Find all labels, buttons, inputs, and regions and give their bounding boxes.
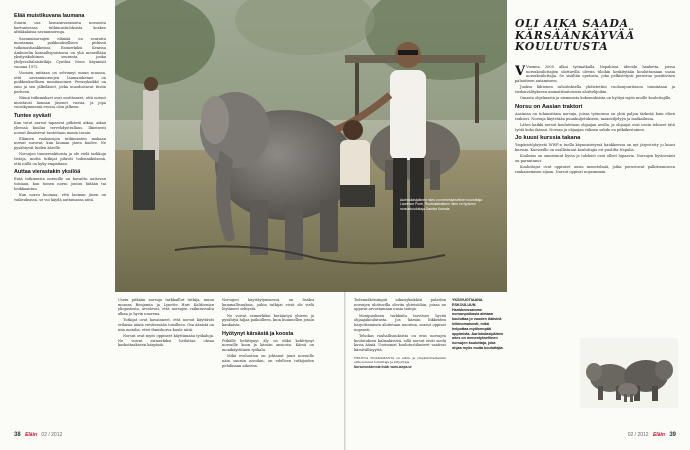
left-footer <box>14 432 62 438</box>
body-paragraph: Kun norsu huomaa, että lauman jäsen on vaikeuksissa, se voi käydä auttamassa niitä. <box>14 193 106 202</box>
sidebar-body: Hankkeessamme norsunpoikasia aletaan kouluttaa jo vuoden ikäisinä leikinomaisesti, mikä helpottaa myöhempää oppimista. Aurinkolasipäinen mies on menestyksellinen norsujen kouluttaja, joka ohjaa myös muita kouluttajia. <box>452 307 504 350</box>
magazine-logo: Eläin <box>25 432 38 438</box>
body-paragraph: Vuosien mittaan on selvinnyt muun muassa, että savanninorsujen laumarakenne on poikkeuksellisen monitasoinen. Perusyksikkö on emo ja sen jälkeläiset, jotka muodostavat tiiviin perheen. <box>14 71 106 94</box>
body-paragraph: Mikä evoluution on johtanut juuri norsuille näin suuriin aivoihin, on edelleen tutkijoiden pohdinnan aiheena. <box>222 354 314 368</box>
body-paragraph: Savanninorsujen elämää on seurattu muutamaa poikkeuksellisen pitkissä tutkimushankkeissa. Esimerkiksi Kenissa Amboselin kansallispuistossa on yhä meneillään yksityiskohtinen seuranta, jonka yhdysvaltalaistutkija Cynthia Moss käynnisti vuonna 1972. <box>14 36 106 69</box>
body-paragraph: Aasiassa on tuhansittain norsuja, joissa työnormu on yhtä paljon tärkeää kuin elävä traktori. Norsuja käytetään puunkuljetukseen, maanviljelyyn ja matkailussa. <box>515 111 675 121</box>
section-heading: Norsu on Aasian traktori <box>515 103 583 110</box>
page-number: 38 <box>14 432 21 438</box>
body-paragraph: Erää tutkimusta norsuille on havaittu auttavan toisiaan, kun toinen norsu joutuu hätään tai loukkaantuu. <box>14 177 106 191</box>
body-paragraph: Lähes kaikki norsut koulutetaan ohjaajan avulla, ja ohjaajat ovat usein tehneet tätä työtä koko ikänsä. Norsun ja ohjaajan välinen suhde on pitkäkestoinen. <box>515 122 675 132</box>
body-paragraph: Tehokas rauhallisuuksista on eräs norsujen koulutuksen kulmakivistä, sillä norsut eivät siedä kovia ääniä. Useimmat koulutustilanteet vaativat kärsivällisyyttä. <box>354 333 446 353</box>
body-paragraph: Norsut ovat myös oppineet käyttämään työkaluja. Ne voivat esimerkiksi heiluttaa oksaa karkottaakseen kärpäsiä. <box>118 333 214 348</box>
section-heading: Tuntee syvästi <box>14 113 52 120</box>
elephant-herd-photo <box>580 338 678 408</box>
right-column-1 <box>354 298 446 408</box>
body-paragraph: Omasta ohjelmasta ja aiemmista kokemuksista on hyötyä myös muille kouluttajille. <box>520 96 672 101</box>
sidebar-title: YKSIVUOTIAANA ESKOULUUN. <box>452 298 483 307</box>
body-paragraph: Norsujen tunnereaktioista ja ole vielä tarkkoja tietoja, mutta tutkijat pitävät todennäköisenä, että niillä on kyky empatiaan. <box>14 152 106 166</box>
section-heading: Elää muistikuvana laumana <box>14 13 85 19</box>
issue-label: 02 / 2012 <box>41 432 63 438</box>
elephant-training-photo <box>115 0 507 292</box>
body-paragraph: Todennäköisimpiä aikuisyksikköä palattiin norsujen ulottuvilla oleviin yhteisöihin, joissa ne oppivat arvostamaan uusia taitoja. <box>354 298 446 312</box>
left-column-3 <box>222 298 314 408</box>
section-heading: Jo kuusi kurssia takana <box>515 135 581 142</box>
body-paragraph: Nämä tutkimukset ovat osoittaneet, että norsut muistavat lauman jäsenet vuosia, ja jopa vuosikymmeniä erossa olon jälkeen. <box>14 96 106 110</box>
body-paragraph: Usein pitkään norsuja tarkkaillut tutkija, muun muassa Benjamin ja Lynette Hart Kalifornian yliopistosta, arvelevat, että norsujen vaikutusvalta alkaa jo hyvin nuorena. <box>118 298 214 317</box>
body-paragraph: Kouluttajat ovat oppineet uusia menetelmiä, jotka perustuvat palkitsemiseen rankaisemisen sijaan. Norsut oppivat nopeammin. <box>515 165 675 174</box>
left-column-2 <box>118 298 214 408</box>
article-headline: OLI AIKA SAADA KÄRSÄÄNKÄYVÄÄ KOULUTUSTA <box>515 17 635 53</box>
drop-cap: V <box>515 65 526 79</box>
body-paragraph: Tutkijat ovat havainneet, että norsut käyttävät erilaisia ääniä viestiessään toisilleen. Osa äänistä on niin matalia, ettei ihmiskorva kuule niitä. <box>118 318 214 332</box>
body-paragraph: Norsujen käyttäytymisessä on lisäksi kummallisuuksia, joihin tutkijat eivät ole vielä löytäneet selitystä. <box>222 298 314 312</box>
magazine-logo: Eläin <box>652 432 665 438</box>
body-paragraph: Monipuolinen tarkkailu tarvitsee hyvää ohjaajakoulutusta. Jos kärsän liikkeiden harjoittaminen aloitetaan nuorena, norsut oppivat nopeasti. <box>354 313 446 332</box>
body-paragraph: Ympäristöjärjestö WWF:n tuella käynnistetyssä hankkeessa on nyt järjestetty jo kuusi kurssia. Kursseille on osallistunut kouluttajia eri puolilta Nepalia. <box>515 143 675 152</box>
body-paragraph: Ne voivat esimerkiksi kerääntyä yhteen ja pysähtyä hiljaa paikoilleen, kuin kuunnellen jotain kaukaista. <box>222 313 314 328</box>
lead-paragraph <box>515 65 675 84</box>
section-heading: Auttaa vierastakin yksilöä <box>14 169 81 176</box>
lead-text: Vuonna 2005 alkoi työmatkalla Nepaliissa ideoidu hanketta, joissa norsukouluttajien ulottuvilla oleviin tiloihin keskitytään kouluttamaan uusia norsukouluttajia. Se sisältää opetusta, joka pelkistetysti perustuu positiivisen palautteen antamiseen. <box>515 65 675 84</box>
more-info-link[interactable]: Norsuhankkeesta lisää: www.wwpa.se <box>354 365 412 370</box>
issue-label: 02 / 2012 <box>627 432 649 438</box>
body-paragraph: Elämien vuoksirujen tutkimusten mukaan norsut suruvat, kun lauman jäsen kuolee. Ne pysähtyvät luiden äärelle. <box>14 136 106 151</box>
body-paragraph: Suurin osa luonnonvaraisista norsuista kartunteessa tutkimustuloksista koskee afrikkalaisia savannnorsuja. <box>14 21 106 35</box>
body-paragraph: Juoksu lähtenen rahoituksella yhdistettiin ruohonjuuritason toimintaan ja tiedonvälitykseen ammattitaitoisista aloittelijoihin. <box>515 85 675 95</box>
photo-caption: Aurinkolasipäinen mies on menestyksellinen kouluttaja Laurence Poné, Ruotsalaistaisen mies on fyysinen norsunkouluttaja Dandra Kamala. <box>400 198 482 211</box>
body-paragraph: Koulutus on onnistunut hyvin ja tulokset ovat olleet lupaavia. Norsujen hyvinvointi on parantunut. <box>515 154 675 163</box>
left-column-1 <box>14 10 106 410</box>
body-paragraph: Kun tutut norsut tapaavat pitkästä aikaa, aikaa yleensä kuuluu tervehdystrallaus. Ilmeisesti norsut ilmaisevat tunteitaan monin tavoin. <box>14 121 106 135</box>
page-number: 39 <box>669 432 676 438</box>
body-paragraph: Pitkälle kehittynyt äly on ehkä kehittynyt norsuille koon ja kärsän ansiosta. Kärsä on monikäyttöinen työkalu. <box>222 338 314 353</box>
author-credit: HELENA TILKKAMANTA on eläin- ja ympäristöaiheisiin erikoistunut toimittaja ja kirjoittaja <box>354 355 446 364</box>
sidebar-box <box>452 298 504 408</box>
right-footer <box>628 432 676 438</box>
section-heading: Hyötynyt kärsästä ja koosta <box>222 330 294 337</box>
